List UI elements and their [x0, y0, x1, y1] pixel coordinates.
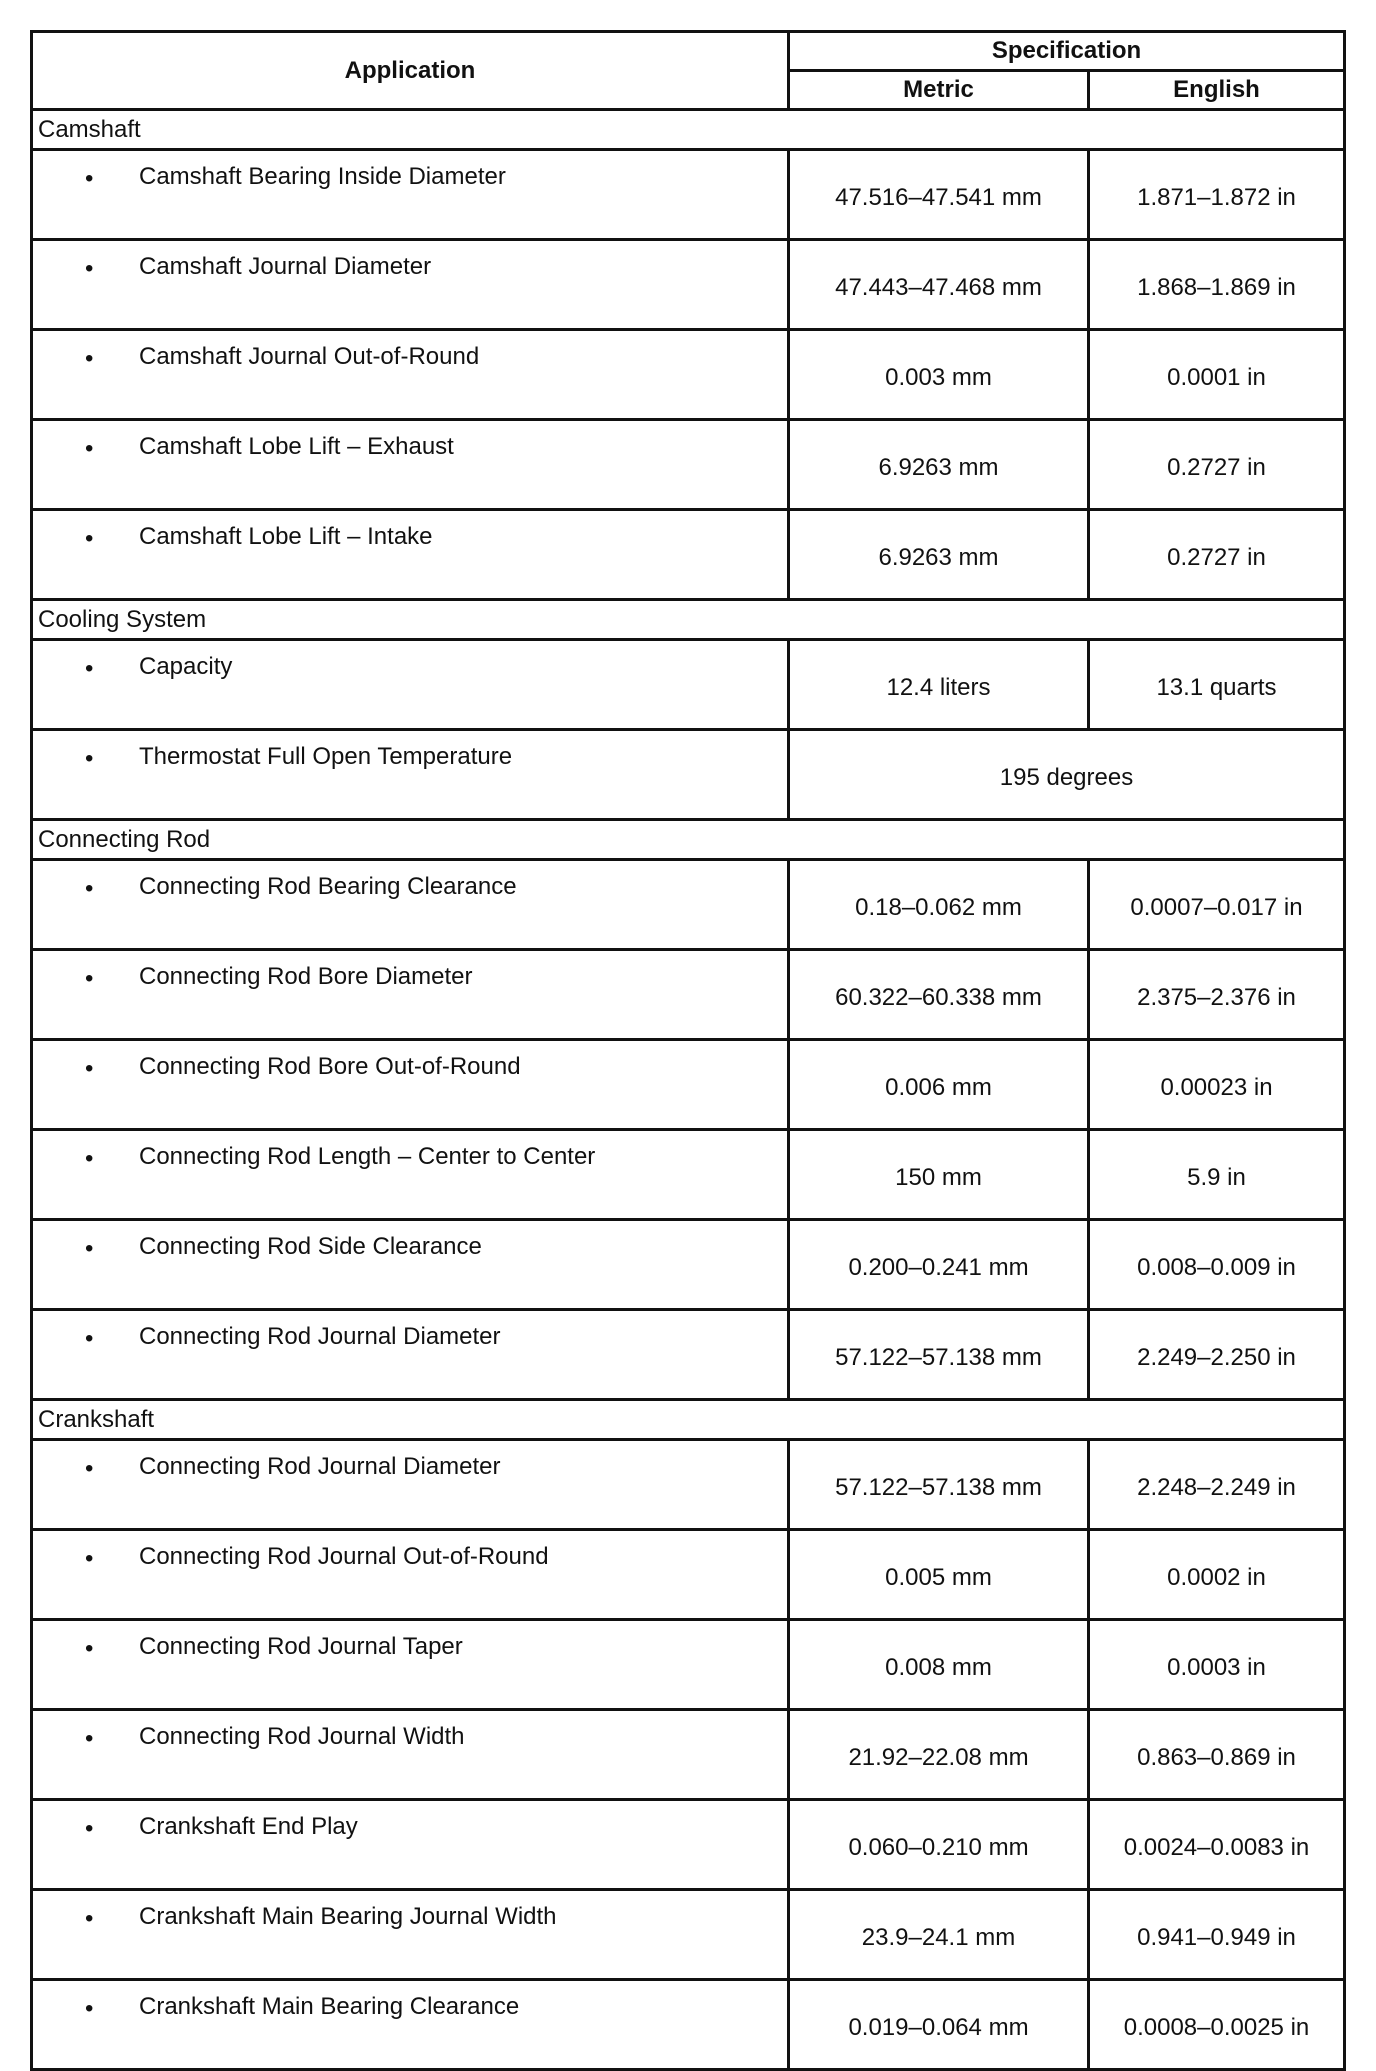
- application-cell: [32, 1890, 789, 1980]
- application-cell: [32, 1710, 789, 1800]
- metric-value-cell: 23.9–24.1 mm: [789, 1890, 1089, 1980]
- application-label: Connecting Rod Journal Taper: [139, 1633, 463, 1660]
- bullet-icon: •: [85, 435, 94, 462]
- english-value-cell: 0.863–0.869 in: [1089, 1710, 1345, 1800]
- bullet-icon: •: [85, 1545, 94, 1572]
- table-row: [32, 860, 1345, 950]
- metric-value-cell: 6.9263 mm: [789, 420, 1089, 510]
- spec-table: [30, 30, 1346, 2071]
- application-label: Connecting Rod Journal Diameter: [139, 1323, 501, 1350]
- english-value-cell: 1.871–1.872 in: [1089, 150, 1345, 240]
- english-value-cell: 0.0024–0.0083 in: [1089, 1800, 1345, 1890]
- application-label: Connecting Rod Side Clearance: [139, 1233, 482, 1260]
- application-cell: [32, 1800, 789, 1890]
- application-cell: [32, 730, 789, 820]
- application-cell: [32, 1620, 789, 1710]
- application-label: Crankshaft Main Bearing Clearance: [139, 1993, 520, 2020]
- application-cell: [32, 860, 789, 950]
- table-row: [32, 1890, 1345, 1980]
- english-value-cell: 5.9 in: [1089, 1130, 1345, 1220]
- section-title: Crankshaft: [32, 1400, 1345, 1440]
- bullet-icon: •: [85, 1815, 94, 1842]
- metric-value-cell: 0.008 mm: [789, 1620, 1089, 1710]
- header-metric: Metric: [789, 71, 1089, 110]
- metric-value-cell: 0.060–0.210 mm: [789, 1800, 1089, 1890]
- combined-value-cell: 195 degrees: [789, 730, 1345, 820]
- metric-value-cell: 0.005 mm: [789, 1530, 1089, 1620]
- application-label: Camshaft Journal Diameter: [139, 253, 432, 280]
- application-label: Camshaft Journal Out-of-Round: [139, 343, 480, 370]
- table-row: [32, 330, 1345, 420]
- section-title: Cooling System: [32, 600, 1345, 640]
- bullet-icon: •: [85, 655, 94, 682]
- section-row: [32, 1400, 1345, 1440]
- application-cell: [32, 150, 789, 240]
- header-specification: Specification: [789, 32, 1345, 71]
- section-row: [32, 110, 1345, 150]
- table-body: [32, 110, 1345, 2070]
- table-row: [32, 1800, 1345, 1890]
- table-row: [32, 1040, 1345, 1130]
- application-label: Camshaft Bearing Inside Diameter: [139, 163, 506, 190]
- metric-value-cell: 60.322–60.338 mm: [789, 950, 1089, 1040]
- metric-value-cell: 47.443–47.468 mm: [789, 240, 1089, 330]
- application-label: Connecting Rod Bore Out-of-Round: [139, 1053, 521, 1080]
- application-cell: [32, 510, 789, 600]
- table-row: [32, 950, 1345, 1040]
- table-row: [32, 1530, 1345, 1620]
- table-row: [32, 1220, 1345, 1310]
- english-value-cell: 1.868–1.869 in: [1089, 240, 1345, 330]
- table-row: [32, 1310, 1345, 1400]
- metric-value-cell: 0.006 mm: [789, 1040, 1089, 1130]
- application-label: Connecting Rod Journal Out-of-Round: [139, 1543, 549, 1570]
- metric-value-cell: 57.122–57.138 mm: [789, 1440, 1089, 1530]
- english-value-cell: 0.941–0.949 in: [1089, 1890, 1345, 1980]
- application-label: Connecting Rod Journal Width: [139, 1723, 465, 1750]
- application-label: Camshaft Lobe Lift – Intake: [139, 523, 433, 550]
- metric-value-cell: 6.9263 mm: [789, 510, 1089, 600]
- metric-value-cell: 47.516–47.541 mm: [789, 150, 1089, 240]
- metric-value-cell: 57.122–57.138 mm: [789, 1310, 1089, 1400]
- bullet-icon: •: [85, 255, 94, 282]
- english-value-cell: 13.1 quarts: [1089, 640, 1345, 730]
- header-english: English: [1089, 71, 1345, 110]
- application-cell: [32, 1220, 789, 1310]
- table-row: [32, 1440, 1345, 1530]
- bullet-icon: •: [85, 875, 94, 902]
- application-label: Connecting Rod Length – Center to Center: [139, 1143, 596, 1170]
- application-label: Connecting Rod Journal Diameter: [139, 1453, 501, 1480]
- section-title: Connecting Rod: [32, 820, 1345, 860]
- table-row: [32, 1620, 1345, 1710]
- english-value-cell: 0.0002 in: [1089, 1530, 1345, 1620]
- table-row: [32, 1980, 1345, 2070]
- english-value-cell: 0.0001 in: [1089, 330, 1345, 420]
- table-row: [32, 510, 1345, 600]
- bullet-icon: •: [85, 525, 94, 552]
- application-label: Capacity: [139, 653, 233, 680]
- bullet-icon: •: [85, 1235, 94, 1262]
- header-application: Application: [32, 32, 789, 110]
- english-value-cell: 0.0003 in: [1089, 1620, 1345, 1710]
- english-value-cell: 0.2727 in: [1089, 420, 1345, 510]
- english-value-cell: 2.248–2.249 in: [1089, 1440, 1345, 1530]
- bullet-icon: •: [85, 965, 94, 992]
- application-cell: [32, 420, 789, 510]
- bullet-icon: •: [85, 1055, 94, 1082]
- table-row: [32, 240, 1345, 330]
- bullet-icon: •: [85, 1725, 94, 1752]
- application-cell: [32, 1980, 789, 2070]
- application-label: Camshaft Lobe Lift – Exhaust: [139, 433, 454, 460]
- application-cell: [32, 330, 789, 420]
- table-row: [32, 640, 1345, 730]
- table-row: [32, 730, 1345, 820]
- application-cell: [32, 1530, 789, 1620]
- section-row: [32, 820, 1345, 860]
- table-row: [32, 1710, 1345, 1800]
- metric-value-cell: 0.003 mm: [789, 330, 1089, 420]
- application-cell: [32, 1040, 789, 1130]
- application-cell: [32, 950, 789, 1040]
- bullet-icon: •: [85, 1455, 94, 1482]
- metric-value-cell: 12.4 liters: [789, 640, 1089, 730]
- application-label: Thermostat Full Open Temperature: [139, 743, 513, 770]
- english-value-cell: 0.0008–0.0025 in: [1089, 1980, 1345, 2070]
- bullet-icon: •: [85, 1635, 94, 1662]
- application-label: Crankshaft End Play: [139, 1813, 358, 1840]
- table-header: [32, 32, 1345, 110]
- metric-value-cell: 150 mm: [789, 1130, 1089, 1220]
- bullet-icon: •: [85, 165, 94, 192]
- english-value-cell: 2.375–2.376 in: [1089, 950, 1345, 1040]
- metric-value-cell: 21.92–22.08 mm: [789, 1710, 1089, 1800]
- application-label: Connecting Rod Bearing Clearance: [139, 873, 517, 900]
- table-row: [32, 420, 1345, 510]
- bullet-icon: •: [85, 345, 94, 372]
- table-row: [32, 150, 1345, 240]
- bullet-icon: •: [85, 1995, 94, 2022]
- application-cell: [32, 640, 789, 730]
- metric-value-cell: 0.019–0.064 mm: [789, 1980, 1089, 2070]
- metric-value-cell: 0.18–0.062 mm: [789, 860, 1089, 950]
- application-label: Crankshaft Main Bearing Journal Width: [139, 1903, 557, 1930]
- english-value-cell: 0.00023 in: [1089, 1040, 1345, 1130]
- metric-value-cell: 0.200–0.241 mm: [789, 1220, 1089, 1310]
- section-title: Camshaft: [32, 110, 1345, 150]
- bullet-icon: •: [85, 1905, 94, 1932]
- english-value-cell: 0.2727 in: [1089, 510, 1345, 600]
- bullet-icon: •: [85, 745, 94, 772]
- application-label: Connecting Rod Bore Diameter: [139, 963, 473, 990]
- section-row: [32, 600, 1345, 640]
- english-value-cell: 0.0007–0.017 in: [1089, 860, 1345, 950]
- application-cell: [32, 1130, 789, 1220]
- english-value-cell: 0.008–0.009 in: [1089, 1220, 1345, 1310]
- bullet-icon: •: [85, 1145, 94, 1172]
- bullet-icon: •: [85, 1325, 94, 1352]
- english-value-cell: 2.249–2.250 in: [1089, 1310, 1345, 1400]
- table-row: [32, 1130, 1345, 1220]
- application-cell: [32, 240, 789, 330]
- application-cell: [32, 1310, 789, 1400]
- application-cell: [32, 1440, 789, 1530]
